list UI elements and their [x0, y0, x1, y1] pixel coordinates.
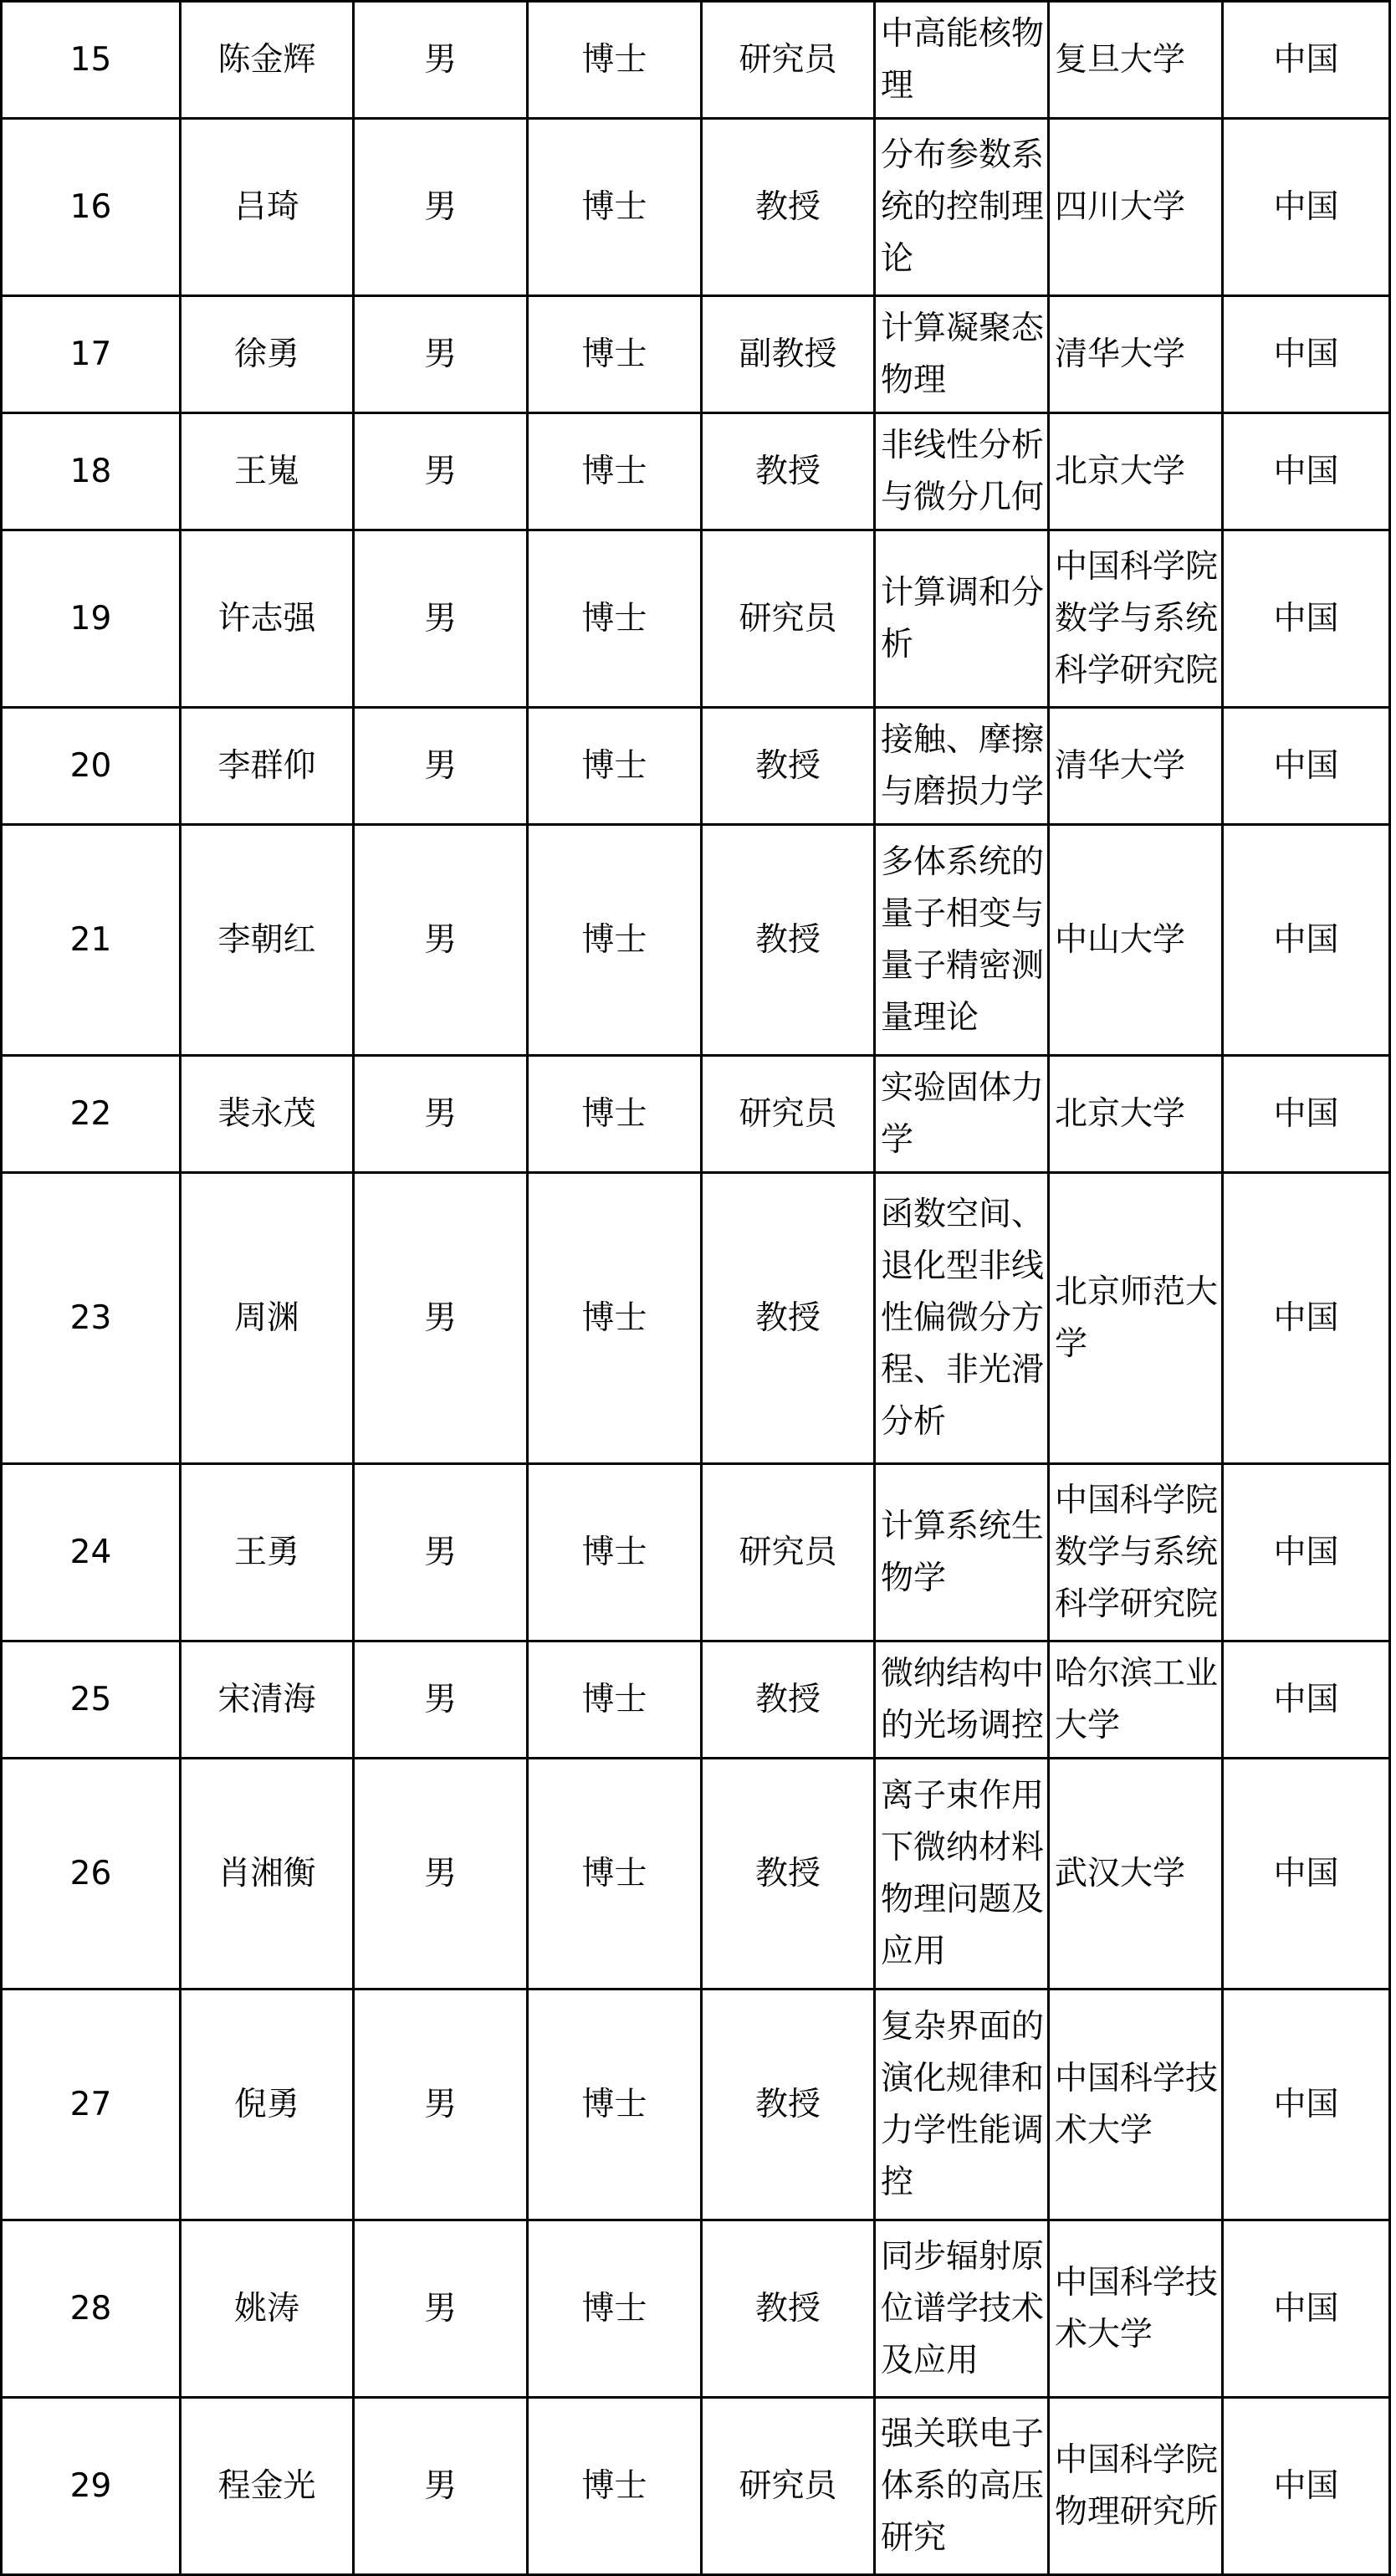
- cell-name-text: 李朝红: [217, 920, 316, 959]
- cell-degree: [528, 530, 702, 708]
- cell-institution: [1049, 2, 1223, 119]
- cell-title-text: 教授: [754, 2289, 821, 2328]
- cell-number-text: 26: [69, 1854, 112, 1892]
- cell-degree: [528, 1173, 702, 1464]
- cell-gender: [354, 413, 528, 530]
- cell-number: [2, 2398, 181, 2575]
- cell-field-text: 复杂界面的演化规律和力学性能调控: [881, 2007, 1045, 2201]
- cell-institution-text: 哈尔滨工业大学: [1055, 1654, 1219, 1744]
- cell-degree: [528, 296, 702, 413]
- table-row: [2, 530, 1390, 708]
- cell-gender-text: 男: [423, 2085, 457, 2123]
- cell-field-text: 非线性分析与微分几何: [881, 426, 1045, 516]
- cell-number-text: 29: [69, 2466, 112, 2505]
- cell-title: [702, 708, 875, 825]
- cell-country-text: 中国: [1273, 746, 1339, 785]
- cell-gender-text: 男: [423, 1533, 457, 1571]
- cell-degree: [528, 1641, 702, 1759]
- cell-country-text: 中国: [1273, 1680, 1339, 1718]
- cell-field-text: 计算系统生物学: [881, 1507, 1045, 1597]
- cell-name-text: 吕琦: [233, 187, 299, 226]
- cell-title: [702, 1464, 875, 1641]
- cell-country: [1223, 2220, 1390, 2398]
- cell-number: [2, 2, 181, 119]
- cell-number-text: 23: [69, 1298, 112, 1337]
- cell-title: [702, 825, 875, 1056]
- table-row: [2, 1173, 1390, 1464]
- cell-field: [875, 1990, 1049, 2220]
- cell-title-text: 教授: [754, 920, 821, 959]
- cell-gender: [354, 1759, 528, 1990]
- cell-country-text: 中国: [1273, 335, 1339, 373]
- cell-name-text: 王勇: [233, 1533, 299, 1571]
- cell-title-text: 教授: [754, 2085, 821, 2123]
- cell-number: [2, 1641, 181, 1759]
- cell-gender: [354, 2398, 528, 2575]
- cell-country: [1223, 413, 1390, 530]
- cell-field: [875, 530, 1049, 708]
- cell-number: [2, 119, 181, 296]
- cell-degree: [528, 1464, 702, 1641]
- cell-name: [181, 413, 354, 530]
- cell-name: [181, 2398, 354, 2575]
- cell-field: [875, 1641, 1049, 1759]
- cell-number-text: 18: [69, 452, 112, 490]
- cell-number: [2, 530, 181, 708]
- cell-number-text: 16: [69, 187, 112, 226]
- cell-field-text: 计算凝聚态物理: [881, 309, 1045, 399]
- table-row: [2, 825, 1390, 1056]
- cell-number-text: 17: [69, 335, 112, 373]
- cell-institution-text: 清华大学: [1055, 335, 1186, 373]
- cell-gender: [354, 2, 528, 119]
- cell-degree: [528, 825, 702, 1056]
- cell-title-text: 教授: [754, 1854, 821, 1892]
- cell-country-text: 中国: [1273, 1298, 1339, 1337]
- cell-institution: [1049, 708, 1223, 825]
- cell-field: [875, 708, 1049, 825]
- cell-gender-text: 男: [423, 187, 457, 226]
- cell-institution: [1049, 1641, 1223, 1759]
- cell-field: [875, 413, 1049, 530]
- cell-title-text: 研究员: [739, 1533, 837, 1571]
- cell-gender-text: 男: [423, 599, 457, 638]
- cell-gender-text: 男: [423, 920, 457, 959]
- cell-country-text: 中国: [1273, 1854, 1339, 1892]
- table-row: [2, 296, 1390, 413]
- cell-institution: [1049, 2398, 1223, 2575]
- cell-field: [875, 2220, 1049, 2398]
- cell-degree-text: 博士: [581, 1298, 647, 1337]
- cell-gender-text: 男: [423, 1854, 457, 1892]
- cell-institution: [1049, 530, 1223, 708]
- cell-degree-text: 博士: [581, 40, 647, 79]
- cell-country: [1223, 1056, 1390, 1173]
- cell-institution-text: 中国科学院数学与系统科学研究院: [1055, 547, 1219, 689]
- table-body: [2, 2, 1390, 2575]
- cell-institution: [1049, 1056, 1223, 1173]
- cell-field-text: 计算调和分析: [881, 573, 1045, 663]
- cell-name: [181, 1990, 354, 2220]
- cell-institution-text: 中国科学技术大学: [1055, 2059, 1219, 2149]
- cell-gender-text: 男: [423, 1680, 457, 1718]
- cell-degree-text: 博士: [581, 187, 647, 226]
- cell-name: [181, 1056, 354, 1173]
- cell-country-text: 中国: [1273, 1533, 1339, 1571]
- cell-gender-text: 男: [423, 2289, 457, 2328]
- cell-title-text: 教授: [754, 1680, 821, 1718]
- cell-institution: [1049, 1990, 1223, 2220]
- cell-degree-text: 博士: [581, 2466, 647, 2505]
- cell-number-text: 24: [69, 1533, 112, 1571]
- cell-title-text: 教授: [754, 1298, 821, 1337]
- cell-gender: [354, 296, 528, 413]
- cell-name-text: 倪勇: [233, 2085, 299, 2123]
- cell-number-text: 15: [69, 40, 112, 79]
- cell-title: [702, 413, 875, 530]
- cell-name-text: 肖湘衡: [217, 1854, 316, 1892]
- cell-country: [1223, 1173, 1390, 1464]
- cell-name-text: 程金光: [217, 2466, 316, 2505]
- cell-number-text: 28: [69, 2289, 112, 2328]
- cell-country: [1223, 2398, 1390, 2575]
- cell-degree: [528, 2220, 702, 2398]
- cell-institution: [1049, 413, 1223, 530]
- cell-title: [702, 1990, 875, 2220]
- cell-title-text: 研究员: [739, 1094, 837, 1133]
- cell-number-text: 22: [69, 1094, 112, 1133]
- table-row: [2, 1759, 1390, 1990]
- cell-degree-text: 博士: [581, 746, 647, 785]
- cell-title: [702, 1759, 875, 1990]
- cell-title-text: 教授: [754, 187, 821, 226]
- cell-title: [702, 2398, 875, 2575]
- cell-number-text: 19: [69, 599, 112, 638]
- cell-title-text: 研究员: [739, 40, 837, 79]
- cell-country-text: 中国: [1273, 599, 1339, 638]
- cell-degree-text: 博士: [581, 1533, 647, 1571]
- cell-institution: [1049, 1464, 1223, 1641]
- cell-institution-text: 武汉大学: [1055, 1854, 1186, 1892]
- cell-gender-text: 男: [423, 1298, 457, 1337]
- cell-institution-text: 中国科学技术大学: [1055, 2263, 1219, 2353]
- cell-gender-text: 男: [423, 40, 457, 79]
- cell-name-text: 陈金辉: [217, 40, 316, 79]
- cell-title-text: 副教授: [739, 335, 837, 373]
- cell-country: [1223, 1641, 1390, 1759]
- cell-number: [2, 413, 181, 530]
- cell-field-text: 同步辐射原位谱学技术及应用: [881, 2237, 1045, 2379]
- cell-degree: [528, 1990, 702, 2220]
- table-row: [2, 1641, 1390, 1759]
- cell-field-text: 实验固体力学: [881, 1068, 1045, 1159]
- cell-institution: [1049, 296, 1223, 413]
- cell-institution-text: 中山大学: [1055, 920, 1186, 959]
- cell-country: [1223, 1990, 1390, 2220]
- cell-degree: [528, 708, 702, 825]
- cell-gender-text: 男: [423, 452, 457, 490]
- cell-gender: [354, 1056, 528, 1173]
- cell-country: [1223, 119, 1390, 296]
- cell-country: [1223, 296, 1390, 413]
- cell-gender: [354, 1464, 528, 1641]
- cell-country: [1223, 708, 1390, 825]
- cell-title-text: 研究员: [739, 2466, 837, 2505]
- cell-field-text: 多体系统的量子相变与量子精密测量理论: [881, 842, 1045, 1037]
- cell-country: [1223, 825, 1390, 1056]
- cell-title-text: 研究员: [739, 599, 837, 638]
- cell-field: [875, 1759, 1049, 1990]
- cell-field-text: 中高能核物理: [881, 14, 1045, 105]
- cell-field: [875, 2398, 1049, 2575]
- cell-country-text: 中国: [1273, 1094, 1339, 1133]
- cell-field-text: 微纳结构中的光场调控: [881, 1654, 1045, 1744]
- cell-name-text: 姚涛: [233, 2289, 299, 2328]
- cell-degree-text: 博士: [581, 920, 647, 959]
- cell-gender: [354, 708, 528, 825]
- cell-name-text: 裴永茂: [217, 1094, 316, 1133]
- cell-country-text: 中国: [1273, 920, 1339, 959]
- cell-title: [702, 2, 875, 119]
- cell-country: [1223, 530, 1390, 708]
- cell-institution-text: 北京大学: [1055, 452, 1186, 490]
- cell-gender: [354, 825, 528, 1056]
- table-row: [2, 2398, 1390, 2575]
- cell-degree-text: 博士: [581, 2289, 647, 2328]
- cell-name: [181, 825, 354, 1056]
- table-row: [2, 2220, 1390, 2398]
- cell-institution: [1049, 1173, 1223, 1464]
- cell-number-text: 20: [69, 746, 112, 785]
- cell-gender: [354, 119, 528, 296]
- cell-number-text: 21: [69, 920, 112, 959]
- cell-degree-text: 博士: [581, 2085, 647, 2123]
- cell-name-text: 周渊: [233, 1298, 299, 1337]
- cell-degree-text: 博士: [581, 1854, 647, 1892]
- cell-field-text: 函数空间、退化型非线性偏微分方程、非光滑分析: [881, 1195, 1045, 1441]
- cell-number: [2, 708, 181, 825]
- cell-name: [181, 296, 354, 413]
- cell-title: [702, 1641, 875, 1759]
- cell-gender-text: 男: [423, 1094, 457, 1133]
- cell-field: [875, 1464, 1049, 1641]
- cell-name-text: 许志强: [217, 599, 316, 638]
- cell-country-text: 中国: [1273, 2085, 1339, 2123]
- cell-degree-text: 博士: [581, 335, 647, 373]
- cell-degree-text: 博士: [581, 599, 647, 638]
- cell-name: [181, 708, 354, 825]
- cell-field: [875, 296, 1049, 413]
- cell-institution-text: 中国科学院数学与系统科学研究院: [1055, 1481, 1219, 1623]
- cell-name: [181, 1641, 354, 1759]
- cell-name-text: 徐勇: [233, 335, 299, 373]
- cell-degree-text: 博士: [581, 452, 647, 490]
- cell-country-text: 中国: [1273, 2289, 1339, 2328]
- cell-degree-text: 博士: [581, 1680, 647, 1718]
- cell-name: [181, 530, 354, 708]
- cell-number-text: 27: [69, 2085, 112, 2123]
- cell-number: [2, 2220, 181, 2398]
- cell-name-text: 李群仰: [217, 746, 316, 785]
- cell-field-text: 强关联电子体系的高压研究: [881, 2415, 1045, 2557]
- cell-field-text: 接触、摩擦与磨损力学: [881, 720, 1045, 811]
- table-row: [2, 2, 1390, 119]
- cell-gender: [354, 1990, 528, 2220]
- cell-title: [702, 2220, 875, 2398]
- cell-degree: [528, 1056, 702, 1173]
- cell-title: [702, 1173, 875, 1464]
- cell-number: [2, 1990, 181, 2220]
- cell-gender: [354, 1641, 528, 1759]
- table-row: [2, 708, 1390, 825]
- cell-title: [702, 530, 875, 708]
- cell-field-text: 离子束作用下微纳材料物理问题及应用: [881, 1776, 1045, 1970]
- cell-institution-text: 中国科学院物理研究所: [1055, 2440, 1219, 2531]
- cell-title-text: 教授: [754, 746, 821, 785]
- cell-field: [875, 825, 1049, 1056]
- cell-name: [181, 1173, 354, 1464]
- cell-institution: [1049, 119, 1223, 296]
- cell-institution-text: 四川大学: [1055, 187, 1186, 226]
- cell-field: [875, 1056, 1049, 1173]
- table-row: [2, 1990, 1390, 2220]
- table-row: [2, 119, 1390, 296]
- cell-name: [181, 2220, 354, 2398]
- cell-title: [702, 1056, 875, 1173]
- cell-name: [181, 119, 354, 296]
- cell-gender-text: 男: [423, 2466, 457, 2505]
- cell-gender-text: 男: [423, 335, 457, 373]
- cell-name: [181, 1759, 354, 1990]
- cell-country: [1223, 2, 1390, 119]
- cell-country-text: 中国: [1273, 40, 1339, 79]
- cell-country-text: 中国: [1273, 452, 1339, 490]
- cell-country-text: 中国: [1273, 187, 1339, 226]
- cell-gender: [354, 530, 528, 708]
- table-row: [2, 1464, 1390, 1641]
- cell-gender-text: 男: [423, 746, 457, 785]
- cell-number: [2, 825, 181, 1056]
- cell-country: [1223, 1464, 1390, 1641]
- cell-field: [875, 1173, 1049, 1464]
- cell-number-text: 25: [69, 1680, 112, 1718]
- cell-institution-text: 复旦大学: [1055, 40, 1186, 79]
- cell-gender: [354, 1173, 528, 1464]
- cell-title-text: 教授: [754, 452, 821, 490]
- table-row: [2, 413, 1390, 530]
- cell-country: [1223, 1759, 1390, 1990]
- cell-name-text: 宋清海: [217, 1680, 316, 1718]
- cell-number: [2, 1056, 181, 1173]
- cell-degree: [528, 2398, 702, 2575]
- cell-field: [875, 2, 1049, 119]
- cell-field-text: 分布参数系统的控制理论: [881, 136, 1045, 278]
- cell-name: [181, 1464, 354, 1641]
- table-row: [2, 1056, 1390, 1173]
- cell-gender: [354, 2220, 528, 2398]
- cell-name-text: 王嵬: [233, 452, 299, 490]
- cell-degree: [528, 413, 702, 530]
- cell-country-text: 中国: [1273, 2466, 1339, 2505]
- cell-degree: [528, 2, 702, 119]
- cell-institution: [1049, 2220, 1223, 2398]
- cell-field: [875, 119, 1049, 296]
- cell-title: [702, 296, 875, 413]
- cell-number: [2, 1173, 181, 1464]
- cell-title: [702, 119, 875, 296]
- cell-institution: [1049, 825, 1223, 1056]
- cell-degree: [528, 119, 702, 296]
- cell-institution-text: 北京大学: [1055, 1094, 1186, 1133]
- cell-institution-text: 清华大学: [1055, 746, 1186, 785]
- cell-degree-text: 博士: [581, 1094, 647, 1133]
- cell-number: [2, 1464, 181, 1641]
- cell-name: [181, 2, 354, 119]
- cell-degree: [528, 1759, 702, 1990]
- cell-institution-text: 北京师范大学: [1055, 1273, 1219, 1363]
- cell-number: [2, 1759, 181, 1990]
- cell-institution: [1049, 1759, 1223, 1990]
- cell-number: [2, 296, 181, 413]
